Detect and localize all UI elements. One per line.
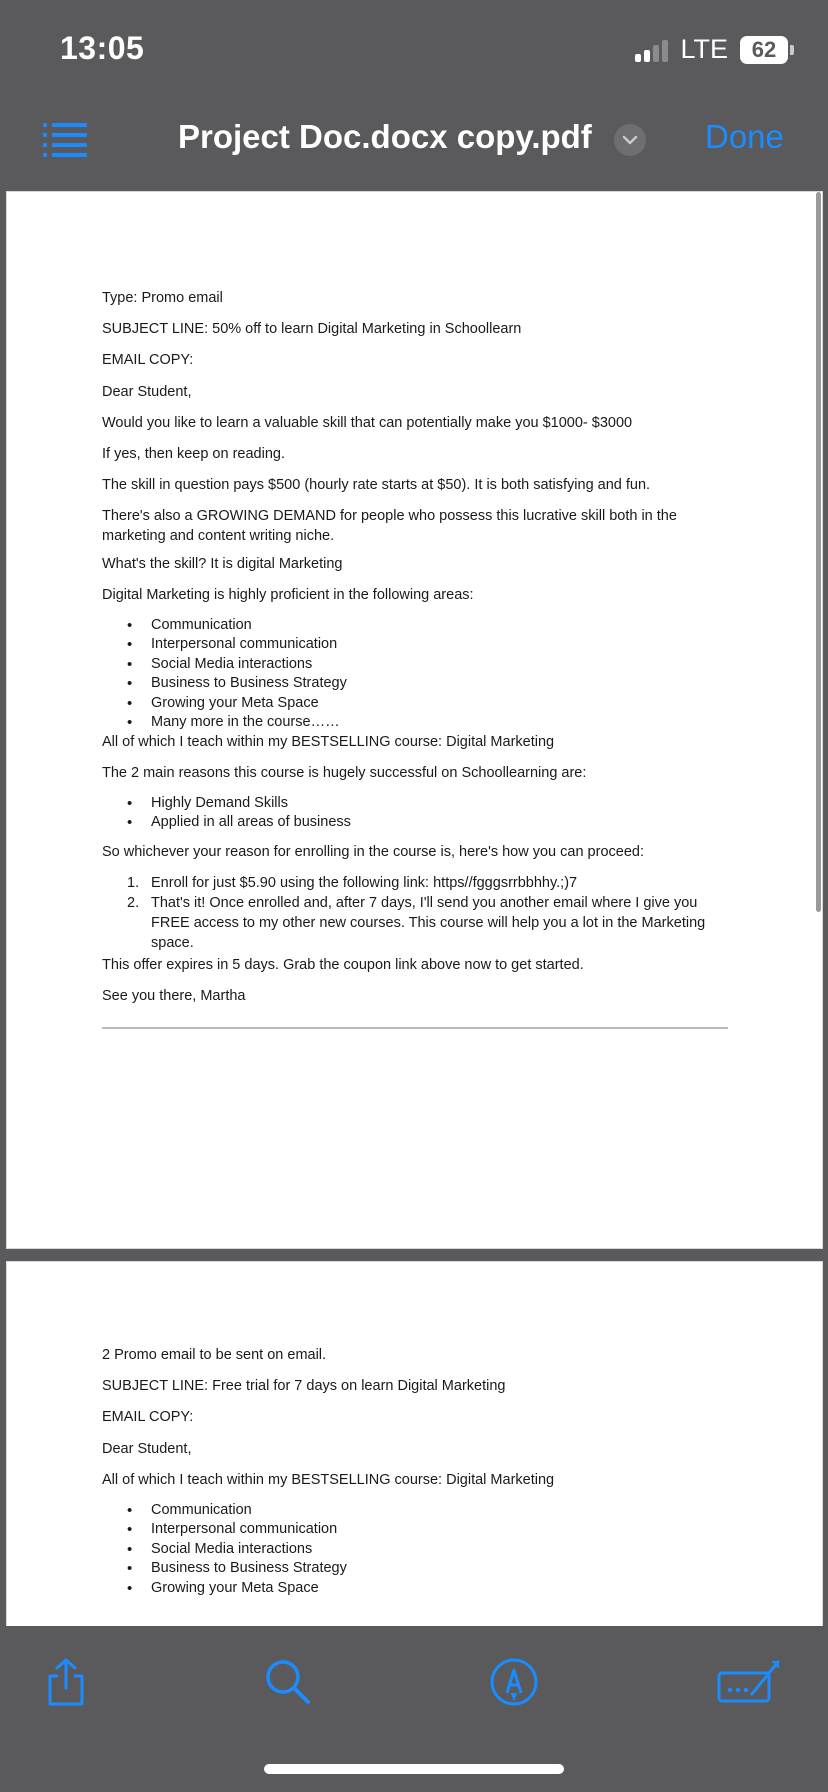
doc-signoff: See you there, Martha bbox=[102, 988, 246, 1004]
list-item: • Interpersonal communication bbox=[127, 635, 727, 654]
signature-icon[interactable] bbox=[716, 1656, 782, 1708]
list-item: • Highly Demand Skills bbox=[127, 794, 727, 813]
scroll-indicator[interactable] bbox=[816, 192, 821, 912]
battery-level: 62 bbox=[740, 36, 788, 64]
doc-paragraph: Digital Marketing is highly proficient in the following areas: bbox=[102, 587, 474, 603]
doc-type-line: Type: Promo email bbox=[102, 290, 223, 306]
list-item: • Social Media interactions bbox=[127, 655, 727, 674]
doc-subject-line: SUBJECT LINE: Free trial for 7 days on learn Digital Marketing bbox=[102, 1378, 506, 1394]
status-bar bbox=[0, 0, 828, 96]
doc-paragraph: There's also a GROWING DEMAND for people who possess this lucrative skill both in the marketing and content writing niche. bbox=[102, 508, 677, 544]
list-item: • Growing your Meta Space bbox=[127, 694, 727, 713]
list-item: • Applied in all areas of business bbox=[127, 813, 727, 832]
document-viewport[interactable] bbox=[0, 184, 828, 1626]
list-item: • Interpersonal communication bbox=[127, 1520, 727, 1539]
areas-list bbox=[127, 616, 727, 732]
reasons-list bbox=[127, 794, 727, 833]
signal-strength-icon bbox=[635, 38, 668, 62]
list-item: 2. That's it! Once enrolled and, after 7 days, I'll send you another email where I give you FREE access to my other new courses. This course will help you a lot in the Marketing space. bbox=[127, 895, 706, 951]
doc-subject-line: SUBJECT LINE: 50% off to learn Digital Marketing in Schoollearn bbox=[102, 321, 522, 337]
doc-paragraph: The skill in question pays $500 (hourly rate starts at $50). It is both satisfying and fun. bbox=[102, 477, 651, 493]
list-item: • Communication bbox=[127, 616, 727, 635]
search-icon[interactable] bbox=[262, 1656, 314, 1708]
doc-type-line: 2 Promo email to be sent on email. bbox=[102, 1347, 327, 1363]
network-type: LTE bbox=[680, 34, 728, 64]
navigation-bar bbox=[0, 96, 828, 184]
doc-greeting: Dear Student, bbox=[102, 1441, 192, 1457]
document-title[interactable]: Project Doc.docx copy.pdf bbox=[178, 118, 592, 155]
doc-paragraph: All of which I teach within my BESTSELLING course: Digital Marketing bbox=[102, 1472, 555, 1488]
doc-paragraph: So whichever your reason for enrolling in the course is, here's how you can proceed: bbox=[102, 844, 644, 860]
doc-email-copy-label: EMAIL COPY: bbox=[102, 352, 194, 368]
doc-paragraph: Would you like to learn a valuable skill that can potentially make you $1000- $3000 bbox=[102, 415, 633, 431]
status-indicators bbox=[635, 34, 794, 65]
thumbnails-list-icon[interactable] bbox=[43, 121, 87, 157]
list-item: • Business to Business Strategy bbox=[127, 674, 727, 693]
markup-icon[interactable] bbox=[488, 1656, 540, 1708]
list-item: • Growing your Meta Space bbox=[127, 1579, 727, 1598]
share-icon[interactable] bbox=[40, 1656, 92, 1708]
doc-paragraph: This offer expires in 5 days. Grab the coupon link above now to get started. bbox=[102, 957, 584, 973]
list-item: • Communication bbox=[127, 1501, 727, 1520]
doc-paragraph: If yes, then keep on reading. bbox=[102, 446, 285, 462]
doc-email-copy-label: EMAIL COPY: bbox=[102, 1409, 194, 1425]
done-button[interactable]: Done bbox=[705, 118, 784, 155]
pdf-page-1 bbox=[6, 191, 823, 1249]
list-item: • Many more in the course…… bbox=[127, 713, 727, 732]
list-item: • Social Media interactions bbox=[127, 1540, 727, 1559]
pdf-page-2 bbox=[6, 1261, 823, 1626]
status-time: 13:05 bbox=[60, 30, 145, 66]
doc-greeting: Dear Student, bbox=[102, 384, 192, 400]
home-indicator[interactable] bbox=[264, 1764, 564, 1774]
list-item: • Business to Business Strategy bbox=[127, 1559, 727, 1578]
divider bbox=[102, 1027, 728, 1029]
steps-list bbox=[127, 873, 727, 953]
doc-paragraph: What's the skill? It is digital Marketing bbox=[102, 556, 343, 572]
doc-paragraph: The 2 main reasons this course is hugely successful on Schoollearning are: bbox=[102, 765, 587, 781]
battery-icon bbox=[740, 36, 794, 64]
list-item: 1. Enroll for just $5.90 using the following link: https//fgggsrrbbhhy.;)7 bbox=[127, 875, 578, 891]
chevron-down-icon[interactable] bbox=[614, 124, 646, 156]
areas-list bbox=[127, 1501, 727, 1598]
doc-paragraph: All of which I teach within my BESTSELLING course: Digital Marketing bbox=[102, 734, 555, 750]
